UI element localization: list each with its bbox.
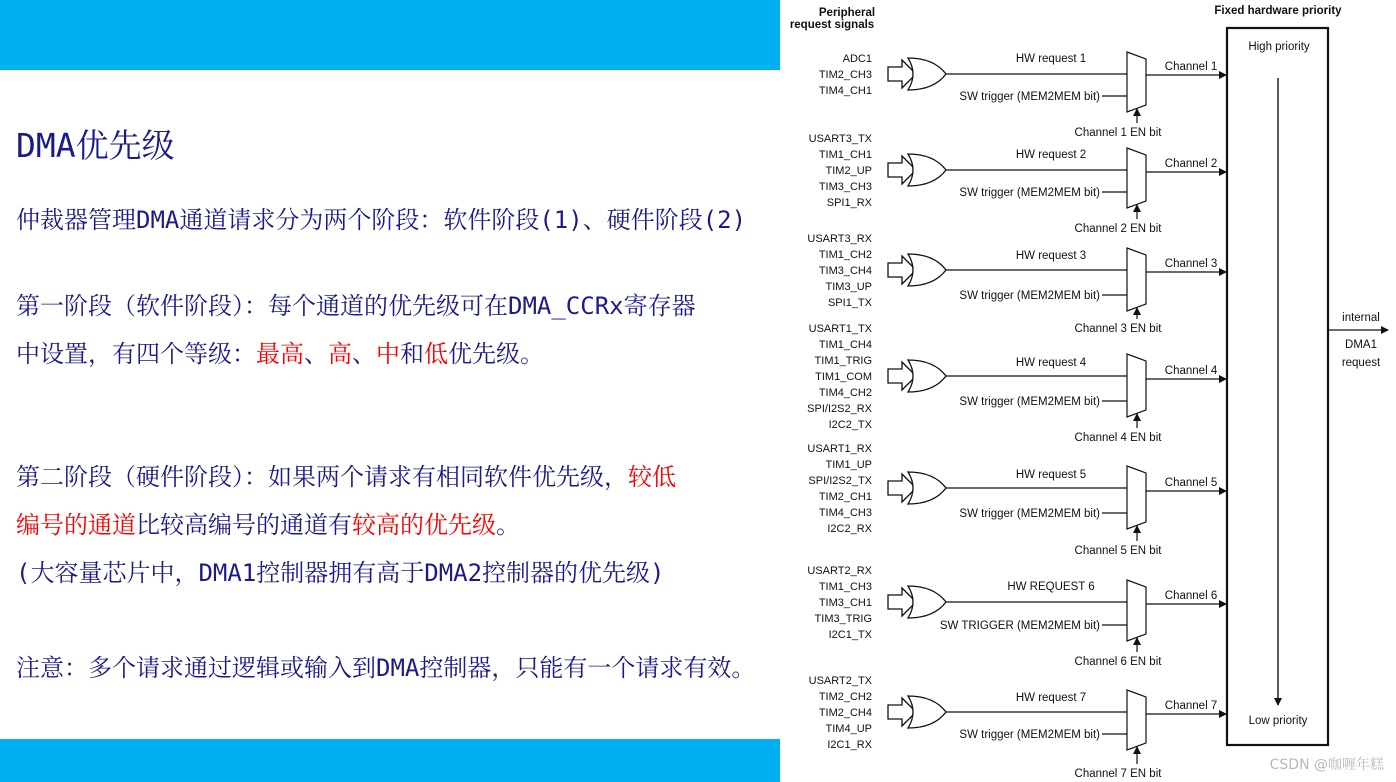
stage2-prefix: 第二阶段（硬件阶段）：如果两个请求有相同软件优先级， [16,463,628,491]
conjunction: 和 [400,340,424,368]
slide-title: DMA优先级 [16,126,175,165]
separator: 、 [352,340,376,368]
hw-request-label: HW request 7 [1015,692,1087,704]
hw-request-label: HW request 4 [1015,357,1087,369]
channel-mux-icon [1127,354,1146,417]
peripheral-signal-label: I2C1_RX [827,739,872,751]
channel-mux-icon [1127,52,1146,112]
channel-label: Channel 7 [1164,700,1218,712]
channel-mux-icon [1127,580,1146,641]
peripheral-signal-label: I2C2_RX [827,523,872,535]
channel-en-bit-label: Channel 1 EN bit [1074,127,1162,139]
sw-trigger-label: SW trigger (MEM2MEM bit) [959,396,1100,408]
level-highest: 最高 [256,340,304,368]
stage2-line-c: (大容量芯片中，DMA1控制器拥有高于DMA2控制器的优先级) [16,559,665,587]
channel-en-bit-label: Channel 7 EN bit [1074,768,1162,780]
peripheral-signal-label: TIM4_CH1 [818,85,872,97]
hw-request-label: HW request 5 [1015,469,1087,481]
fixed-priority-header: Fixed hardware priority [1214,5,1342,17]
high-priority-label: High priority [1248,41,1310,53]
hw-request-label: HW REQUEST 6 [1007,581,1095,593]
peripheral-signal-label: TIM2_UP [825,165,872,177]
channel-en-bit-label: Channel 3 EN bit [1074,323,1162,335]
or-gate-icon [908,472,946,504]
peripheral-signal-label: USART1_RX [807,443,872,455]
channel-label: Channel 3 [1164,258,1218,270]
or-gate-icon [908,58,946,90]
sw-trigger-label: SW trigger (MEM2MEM bit) [959,729,1100,741]
hw-request-label: HW request 1 [1015,53,1087,65]
peripheral-signal-label: TIM1_CH1 [818,149,872,161]
peripheral-signal-label: TIM1_CH2 [818,249,872,261]
level-low: 低 [424,340,448,368]
peripheral-signal-label: TIM3_CH3 [818,181,872,193]
output-label-line3: request [1341,357,1381,369]
channel-mux-icon [1127,466,1146,529]
channel-mux-icon [1127,690,1146,750]
channel-label: Channel 1 [1164,61,1218,73]
peripheral-signal-label: TIM2_CH4 [818,707,872,719]
sw-trigger-label: SW trigger (MEM2MEM bit) [959,91,1100,103]
arbiter-intro-line: 仲裁器管理DMA通道请求分为两个阶段：软件阶段(1)、硬件阶段(2) [16,206,747,234]
peripheral-signal-label: SPI1_RX [826,197,872,209]
low-priority-label: Low priority [1248,715,1308,727]
channel-groups [807,52,1226,780]
peripheral-signal-label: TIM3_TRIG [814,613,872,625]
peripheral-signal-label: TIM2_CH2 [818,691,872,703]
note-line: 注意：多个请求通过逻辑或输入到DMA控制器，只能有一个请求有效。 [16,654,756,682]
output-label-line1: internal [1342,312,1380,324]
or-gate-icon [908,696,946,728]
peripheral-signal-label: SPI1_TX [827,297,872,309]
channel-en-bit-label: Channel 4 EN bit [1074,432,1162,444]
peripheral-signal-label: TIM1_CH4 [818,339,872,351]
peripheral-signal-label: TIM1_UP [825,459,872,471]
peripheral-signal-label: TIM2_CH3 [818,69,872,81]
or-gate-icon [908,360,946,392]
stage1-line-a: 第一阶段（软件阶段）：每个通道的优先级可在DMA_CCRx寄存器 [16,292,696,320]
or-gate-icon [908,586,946,618]
sw-trigger-label: SW trigger (MEM2MEM bit) [959,187,1100,199]
channel-en-bit-label: Channel 6 EN bit [1074,656,1162,668]
dma-request-mapping-diagram [780,0,1396,782]
output-label-line2: DMA1 [1345,339,1377,351]
sw-trigger-label: SW trigger (MEM2MEM bit) [959,290,1100,302]
peripheral-signal-label: TIM1_CH3 [818,581,872,593]
level-high: 高 [328,340,352,368]
peripheral-signal-label: SPI/I2S2_RX [807,403,872,415]
stage1-prefix: 中设置，有四个等级： [16,340,256,368]
peripheral-signal-label: SPI/I2S2_TX [808,475,872,487]
stage1-line-b [16,334,544,369]
stage2-line-a [16,457,676,492]
separator: 、 [304,340,328,368]
peripheral-signal-label: TIM1_TRIG [814,355,872,367]
peripheral-signal-label: USART3_RX [807,233,872,245]
hw-request-label: HW request 2 [1015,149,1087,161]
peripheral-header-line1: Peripheral [818,7,876,19]
top-accent-band [0,0,780,70]
peripheral-signal-label: TIM2_CH1 [818,491,872,503]
or-gate-icon [908,254,946,286]
sw-trigger-label: SW TRIGGER (MEM2MEM bit) [939,620,1100,632]
peripheral-signal-label: TIM4_CH2 [818,387,872,399]
peripheral-signal-label: I2C2_TX [828,419,872,431]
peripheral-signal-label: TIM1_COM [815,371,872,383]
diagram-canvas [780,0,1396,782]
stage2-middle: 比较高编号的通道有 [136,511,352,539]
peripheral-header-line2: request signals [789,19,875,31]
stage2-highlight-channel: 编号的通道 [16,511,136,539]
channel-en-bit-label: Channel 2 EN bit [1074,223,1162,235]
channel-mux-icon [1127,148,1146,208]
level-medium: 中 [376,340,400,368]
peripheral-signal-label: USART2_TX [808,675,872,687]
stage2-highlight-lower: 较低 [628,463,676,491]
peripheral-signal-label: I2C1_TX [828,629,872,641]
channel-label: Channel 4 [1164,365,1218,377]
stage2-highlight-priority: 较高的优先级 [352,511,496,539]
stage2-line-b [16,505,520,540]
peripheral-signal-label: USART2_RX [807,565,872,577]
channel-mux-icon [1127,248,1146,311]
peripheral-signal-label: TIM4_UP [825,723,872,735]
peripheral-signal-label: TIM3_CH1 [818,597,872,609]
peripheral-signal-label: USART1_TX [808,323,872,335]
channel-label: Channel 2 [1164,158,1218,170]
peripheral-signal-label: USART3_TX [808,133,872,145]
peripheral-signal-label: TIM3_CH4 [818,265,872,277]
peripheral-signal-label: TIM3_UP [825,281,872,293]
channel-label: Channel 5 [1164,477,1218,489]
channel-label: Channel 6 [1164,590,1218,602]
sw-trigger-label: SW trigger (MEM2MEM bit) [959,508,1100,520]
hw-request-label: HW request 3 [1015,250,1087,262]
stage1-suffix: 优先级。 [448,340,544,368]
peripheral-signal-label: TIM4_CH3 [818,507,872,519]
bottom-accent-band [0,739,780,782]
peripheral-signal-label: ADC1 [842,53,872,65]
watermark: CSDN @咖喱年糕 [1269,757,1384,773]
stage2-end: 。 [496,511,520,539]
channel-en-bit-label: Channel 5 EN bit [1074,545,1162,557]
or-gate-icon [908,154,946,186]
